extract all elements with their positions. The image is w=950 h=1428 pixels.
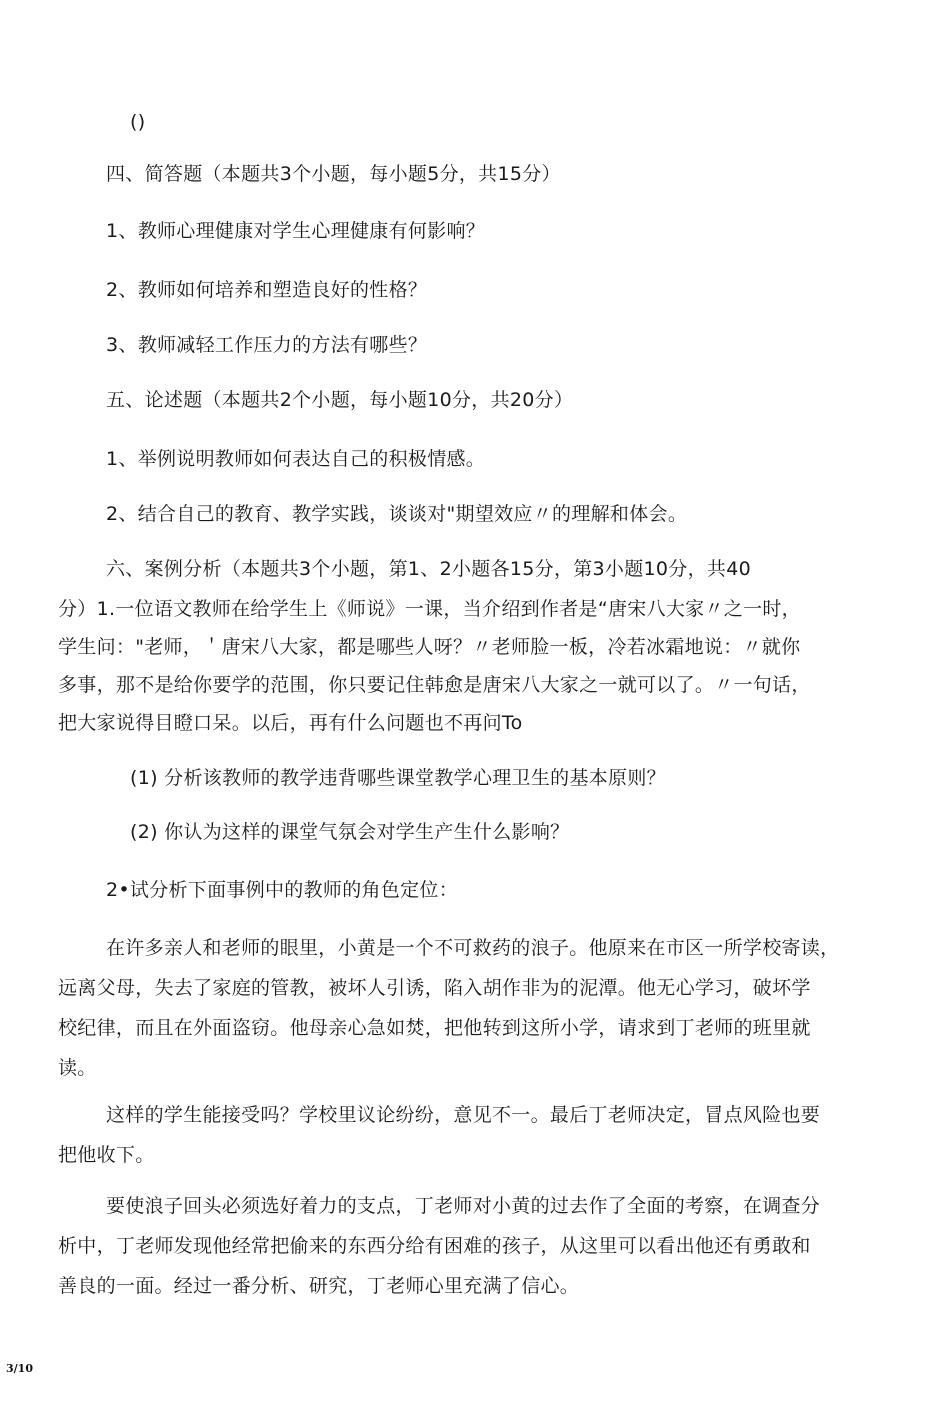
section-4-question-3: 3、教师减轻工作压力的方法有哪些？ [106, 334, 428, 356]
paragraph-line: 这样的学生能接受吗？学校里议论纷纷，意见不一。最后丁老师决定，冒点风险也要 [106, 1104, 821, 1126]
case-1-text [58, 590, 811, 742]
case-2-paragraph-2 [58, 1095, 820, 1175]
case-2-paragraph-3 [58, 1186, 820, 1306]
case-2-title: 2•试分析下面事例中的教师的角色定位： [106, 879, 458, 901]
paragraph-line: 校纪律，而且在外面盗窃。他母亲心急如焚，把他转到这所小学，请求到丁老师的班里就 [58, 1017, 811, 1039]
answer-blank: () [130, 111, 146, 133]
paragraph-line: 要使浪子回头必须选好着力的支点，丁老师对小黄的过去作了全面的考察，在调查分 [106, 1195, 821, 1217]
case-2-paragraph-1 [58, 928, 839, 1088]
case-1-line: 多事，那不是给你要学的范围，你只要记住韩愈是唐宋八大家之一就可以了。〃一句话， [58, 674, 811, 696]
page-number: 3/10 [6, 1362, 33, 1375]
paragraph-line: 析中，丁老师发现他经常把偷来的东西分给有困难的孩子，从这里可以看出他还有勇敢和 [58, 1235, 811, 1257]
section-5-heading: 五、论述题（本题共2个小题，每小题10分，共20分） [106, 389, 574, 411]
section-5-question-2: 2、结合自己的教育、教学实践，谈谈对"期望效应〃的理解和体会。 [106, 503, 688, 525]
section-5-question-1: 1、举例说明教师如何表达自己的积极情感。 [106, 448, 486, 470]
paragraph-line: 远离父母，失去了家庭的管教，被坏人引诱，陷入胡作非为的泥潭。他无心学习，破坏学 [58, 977, 811, 999]
paragraph-line: 在许多亲人和老师的眼里，小黄是一个不可救药的浪子。他原来在市区一所学校寄读， [106, 937, 840, 959]
case-1-line: 分）1.一位语文教师在给学生上《师说》一课，当介绍到作者是“唐宋八大家〃之一时， [58, 598, 801, 620]
section-6-heading: 六、案例分析（本题共3个小题，第1、2小题各15分，第3小题10分，共40 [106, 558, 751, 580]
section-4-question-2: 2、教师如何培养和塑造良好的性格？ [106, 279, 428, 301]
case-1-sub-question-1: (1) 分析该教师的教学违背哪些课堂教学心理卫生的基本原则？ [130, 767, 666, 789]
section-4-heading: 四、简答题（本题共3个小题，每小题5分，共15分） [106, 163, 561, 185]
paragraph-line: 读。 [58, 1057, 97, 1079]
case-1-line: 学生问："老师，＇唐宋八大家，都是哪些人呀？〃老师脸一板，冷若冰霜地说：〃就你 [58, 636, 801, 658]
case-1-sub-question-2: (2) 你认为这样的课堂气氛会对学生产生什么影响？ [130, 821, 570, 843]
section-4-question-1: 1、教师心理健康对学生心理健康有何影响？ [106, 220, 486, 242]
paragraph-line: 把他收下。 [58, 1144, 155, 1166]
case-1-line: 把大家说得目瞪口呆。以后，再有什么问题也不再问To [58, 712, 523, 734]
paragraph-line: 善良的一面。经过一番分析、研究，丁老师心里充满了信心。 [58, 1275, 580, 1297]
